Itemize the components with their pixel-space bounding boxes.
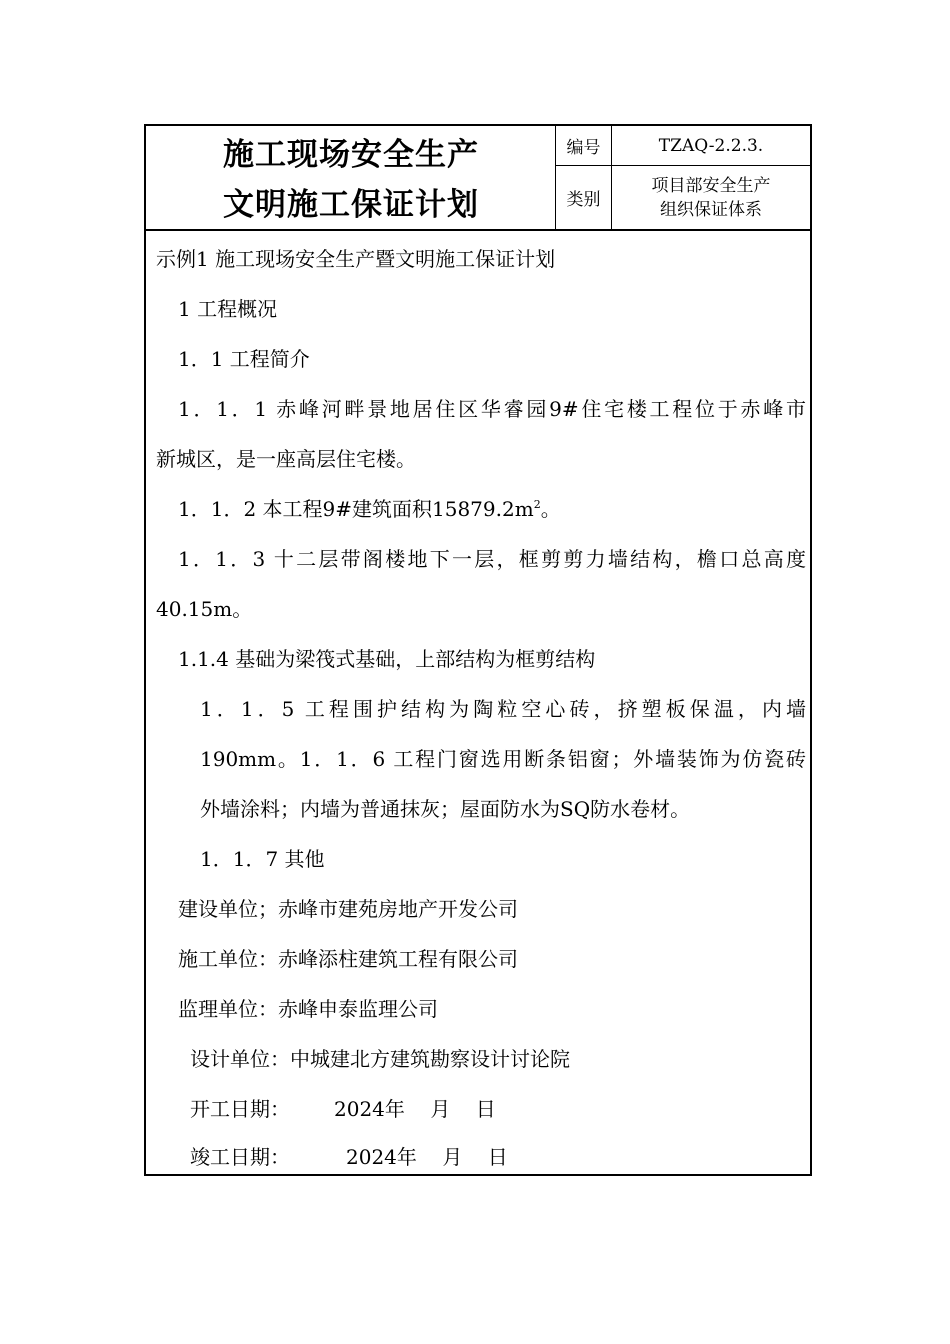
document-frame xyxy=(144,124,812,1176)
end-date-label: 竣工日期： xyxy=(190,1145,290,1169)
category-value-line-1: 项目部安全生产 xyxy=(651,175,771,196)
paragraph-1-1-1-line-1: 1．1．1 赤峰河畔景地居住区华睿园9#住宅楼工程位于赤峰市 xyxy=(178,397,806,421)
paragraph-1-1-5-line-1: 1．1．5 工程围护结构为陶粒空心砖，挤塑板保温，内墙 xyxy=(200,697,806,721)
end-date-value: 2024年 月 日 xyxy=(346,1145,508,1169)
paragraph-1-1-1-line-2: 新城区，是一座高层住宅楼。 xyxy=(156,447,416,471)
category-label: 类别 xyxy=(556,166,612,229)
builder-unit: 建设单位；赤峰市建苑房地产开发公司 xyxy=(178,897,518,921)
paragraph-1-1-4: 1.1.4 基础为梁筏式基础，上部结构为框剪结构 xyxy=(178,647,596,671)
paragraph-1-1-2-text: 1．1．2 本工程9#建筑面积15879.2m xyxy=(178,497,534,521)
example-title: 示例1 施工现场安全生产暨文明施工保证计划 xyxy=(156,247,556,271)
contractor-unit: 施工单位：赤峰添柱建筑工程有限公司 xyxy=(178,947,518,971)
paragraph-1-1-3-line-1: 1．1．3 十二层带阁楼地下一层，框剪剪力墙结构，檐口总高度 xyxy=(178,547,806,571)
category-value xyxy=(612,166,810,229)
title-line-2: 文明施工保证计划 xyxy=(223,187,479,223)
paragraph-1-1-2 xyxy=(178,496,561,522)
paragraph-1-1-7: 1．1．7 其他 xyxy=(200,847,325,871)
section-heading: 1 工程概况 xyxy=(178,297,278,321)
subsection-heading: 1．1 工程简介 xyxy=(178,347,310,371)
number-label: 编号 xyxy=(556,126,612,166)
number-value: TZAQ-2.2.3. xyxy=(612,126,810,166)
paragraph-1-1-5-line-3: 外墙涂料；内墙为普通抹灰；屋面防水为SQ防水卷材。 xyxy=(200,797,691,821)
designer-unit: 设计单位：中城建北方建筑勘察设计讨论院 xyxy=(190,1047,570,1071)
paragraph-1-1-5-line-2: 190mm。1．1．6 工程门窗选用断条铝窗；外墙装饰为仿瓷砖 xyxy=(200,747,806,771)
start-date-label: 开工日期： xyxy=(190,1097,290,1121)
title-line-1: 施工现场安全生产 xyxy=(223,137,479,173)
document-title xyxy=(146,126,556,229)
category-value-line-2: 组织保证体系 xyxy=(660,199,762,220)
supervisor-unit: 监理单位：赤峰申泰监理公司 xyxy=(178,997,438,1021)
start-date-value: 2024年 月 日 xyxy=(334,1097,496,1121)
paragraph-1-1-3-line-2: 40.15m。 xyxy=(156,597,253,621)
superscript-2: 2 xyxy=(533,498,541,511)
paragraph-1-1-2-end: 。 xyxy=(540,497,561,521)
document-header xyxy=(146,126,810,231)
